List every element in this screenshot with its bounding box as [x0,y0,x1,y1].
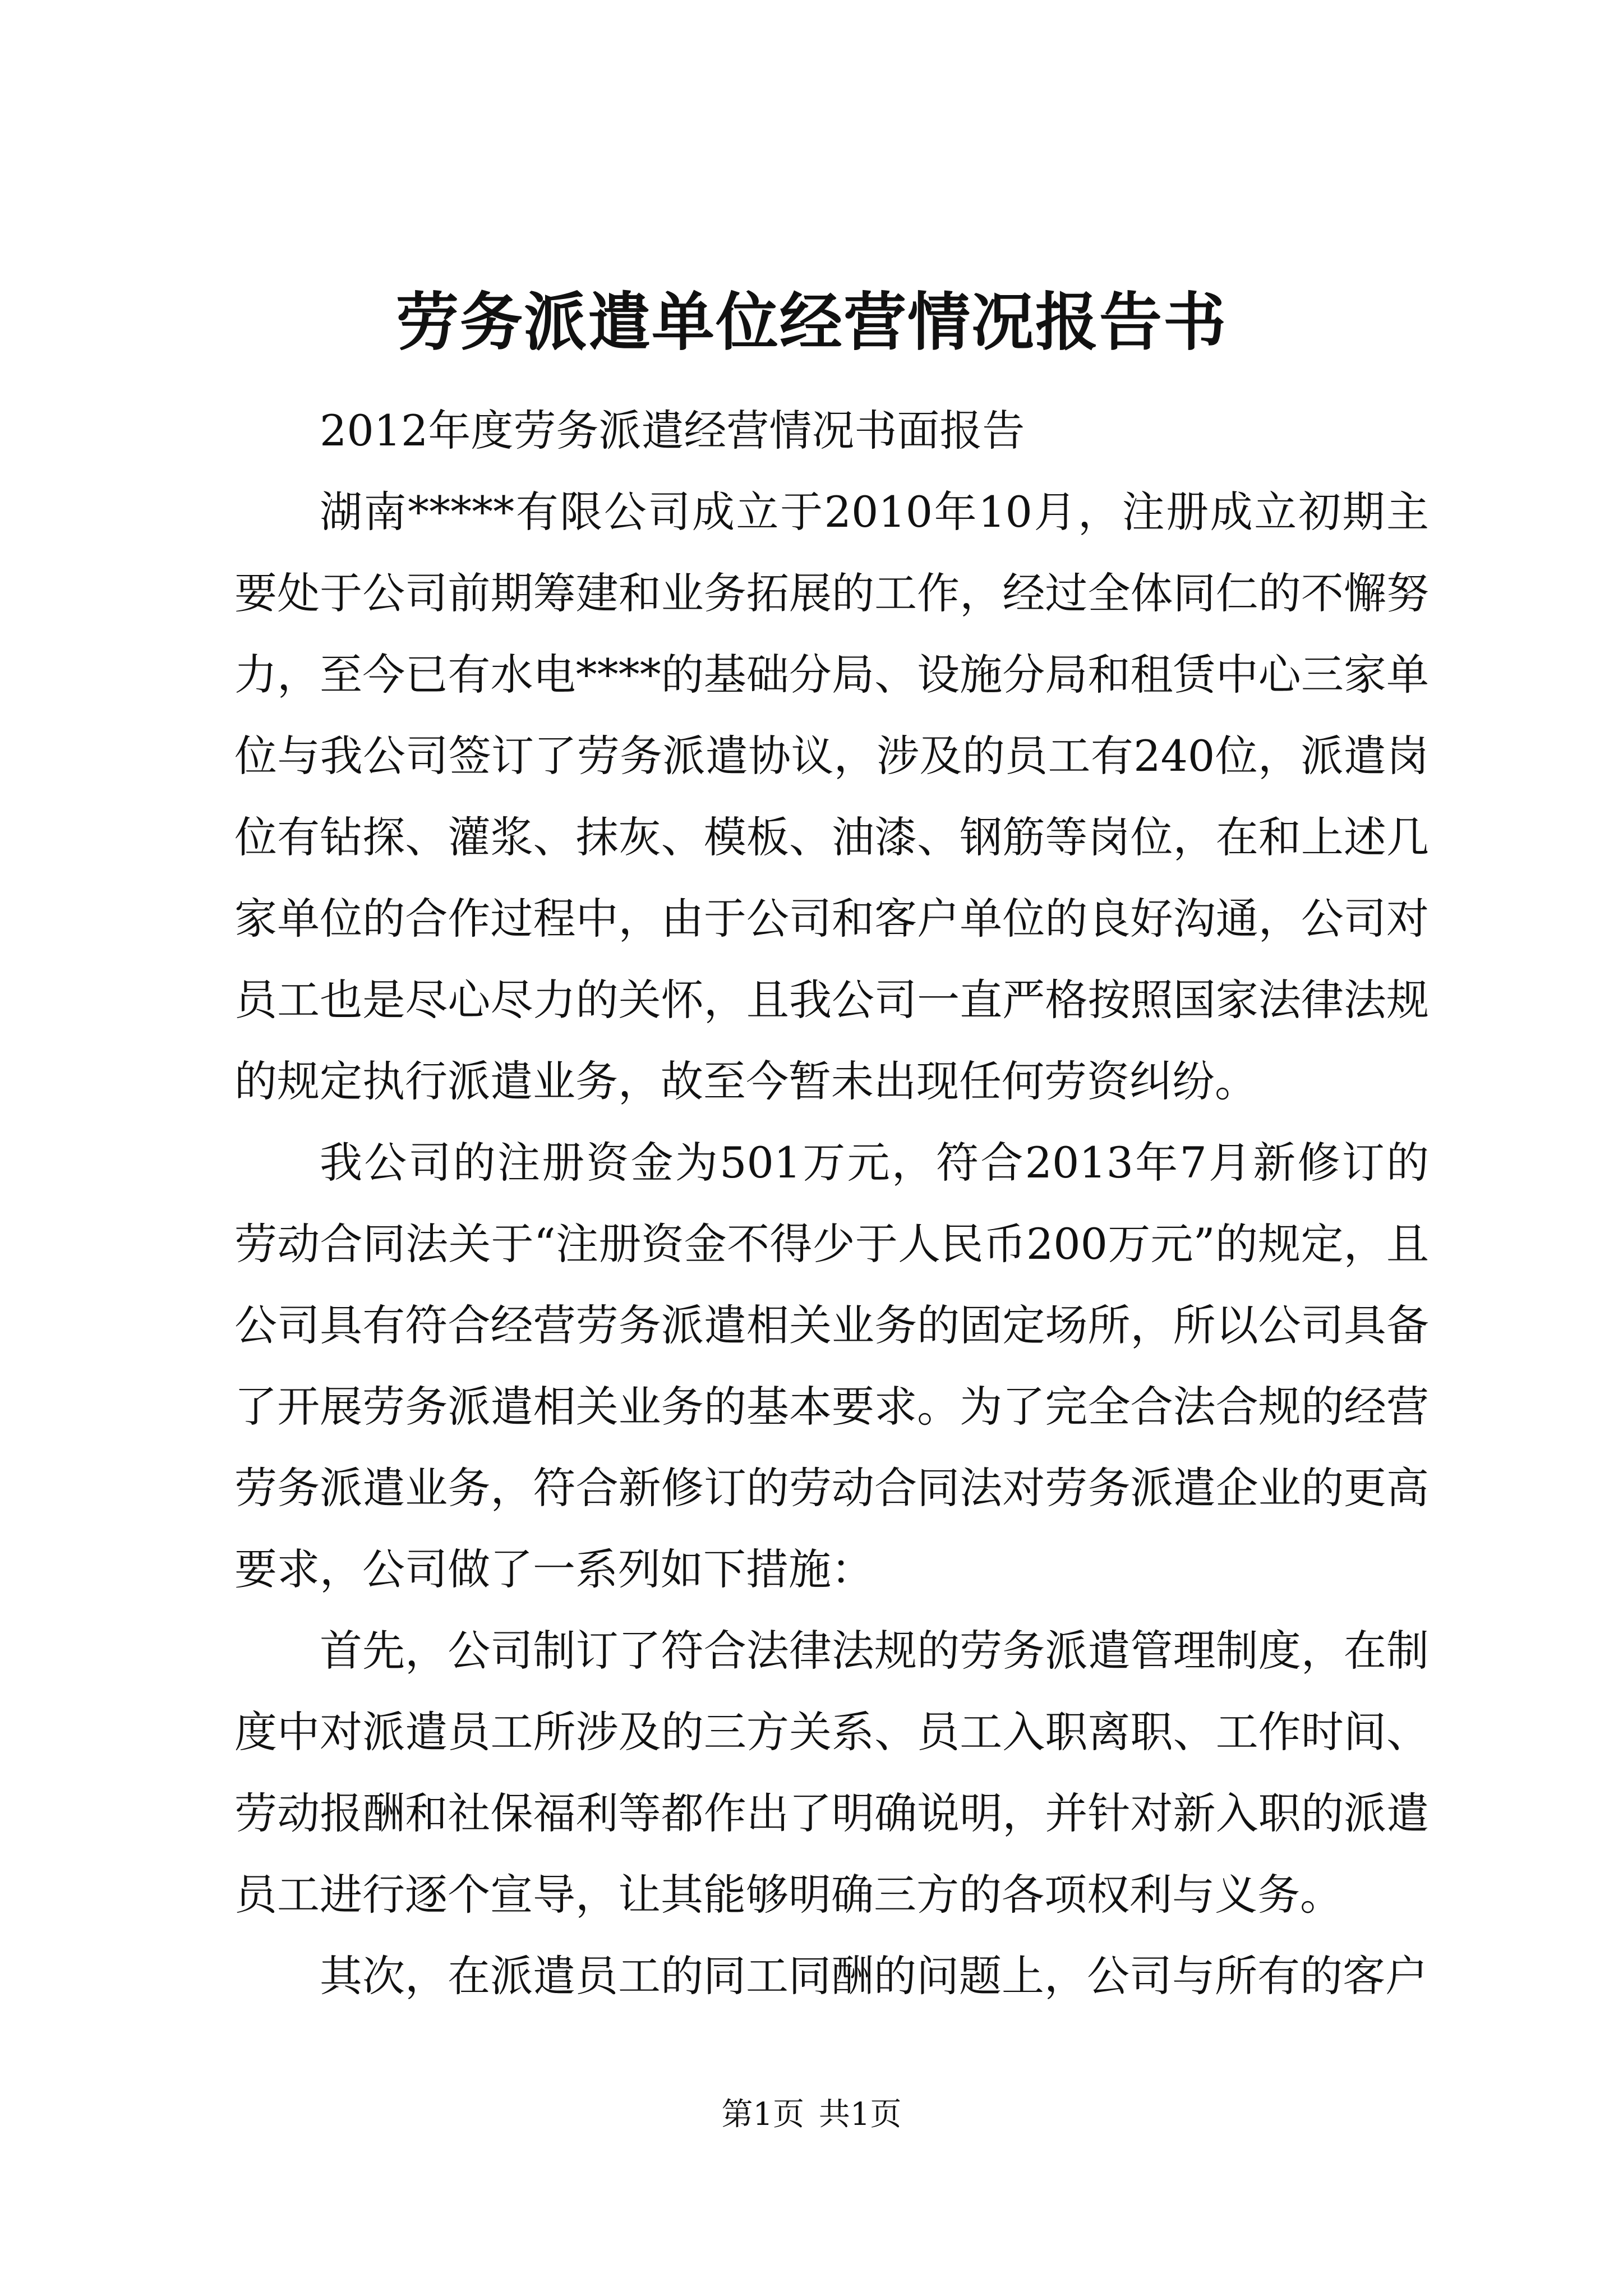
paragraph-3: 首先，公司制订了符合法律法规的劳务派遣管理制度，在制度中对派遣员工所涉及的三方关系、员工入职离职、工作时间、劳动报酬和社保福利等都作出了明确说明，并针对新入职的派遣员工进行逐个宣导，让其能够明确三方的各项权利与义务。 [234,1626,1429,1920]
page-footer [0,2092,1623,2137]
paragraph-2: 我公司的注册资金为501万元，符合2013年7月新修订的劳动合同法关于“注册资金不得少于人民币200万元”的规定，且公司具有符合经营劳务派遣相关业务的固定场所，所以公司具备了开展劳务派遣相关业务的基本要求。为了完全合法合规的经营劳务派遣业务，符合新修订的劳动合同法对劳务派遣企业的更高要求，公司做了一系列如下措施： [234,1138,1429,1594]
page-total: 共1页 [818,2096,902,2133]
document-title: 劳务派遣单位经营情况报告书 [396,286,1227,359]
paragraph-4: 其次，在派遣员工的同工同酬的问题上，公司与所有的客户 [320,1951,1428,2001]
document-body [234,390,1429,2017]
page-number: 第1页 [721,2096,805,2133]
paragraph-1: 湖南*****有限公司成立于2010年10月，注册成立初期主要处于公司前期筹建和业务拓展的工作，经过全体同仁的不懈努力，至今已有水电****的基础分局、设施分局和租赁中心三家单位与我公司签订了劳务派遣协议，涉及的员工有240位，派遣岗位有钻探、灌浆、抹灰、模板、油漆、钢筋等岗位，在和上述几家单位的合作过程中，由于公司和客户单位的良好沟通，公司对员工也是尽心尽力的关怀，且我公司一直严格按照国家法律法规的规定执行派遣业务，故至今暂未出现任何劳资纠纷。 [234,487,1429,1106]
document-subtitle: 2012年度劳务派遣经营情况书面报告 [320,406,1025,455]
